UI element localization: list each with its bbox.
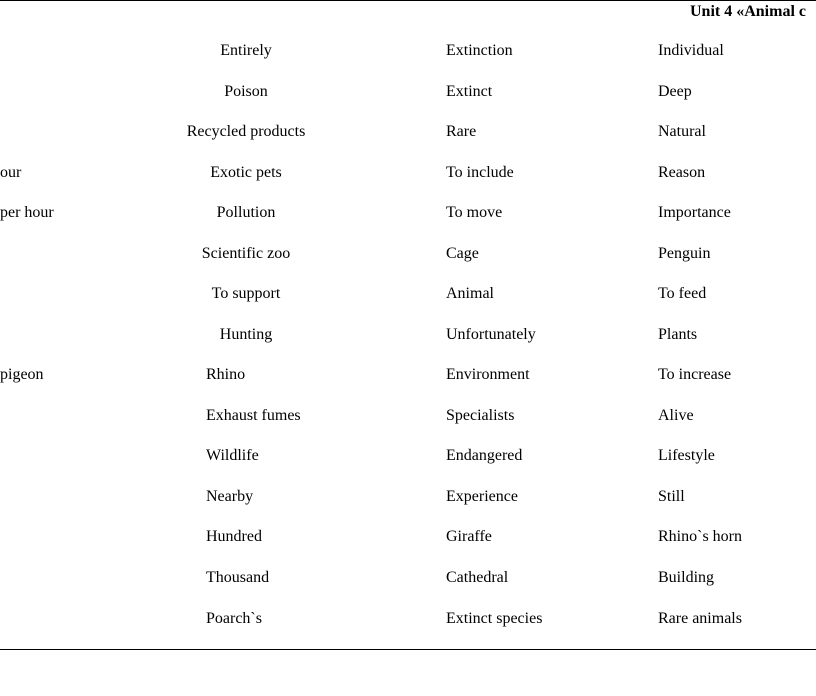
table-cell-col1: pigeon [0, 366, 44, 383]
table-cell-col2: Scientific zoo [201, 245, 291, 262]
table-cell-col3: Experience [446, 488, 518, 505]
table-cell-col1: per hour [0, 204, 54, 221]
table-cell-col4: Rhino`s horn [658, 528, 742, 545]
table-cell-col3: Animal [446, 285, 494, 302]
table-cell-col4: Individual [658, 42, 724, 59]
table-cell-col2: Poison [224, 83, 268, 100]
table-cell-col3: Extinction [446, 42, 513, 59]
table-cell-col2: Pollution [216, 204, 276, 221]
unit-header: Unit 4 «Animal c [690, 3, 806, 20]
table-cell-col2: Wildlife [206, 447, 259, 464]
table-cell-col3: Cage [446, 245, 479, 262]
table-cell-col3: Environment [446, 366, 530, 383]
bottom-divider [0, 649, 816, 650]
table-cell-col2: Recycled products [186, 123, 306, 140]
table-cell-col3: Endangered [446, 447, 523, 464]
table-cell-col3: Extinct [446, 83, 493, 100]
table-cell-col4: Alive [658, 407, 694, 424]
table-cell-col2: Exotic pets [210, 164, 282, 181]
table-cell-col4: Reason [658, 164, 706, 181]
table-cell-col4: Natural [658, 123, 706, 140]
table-cell-col4: Penguin [658, 245, 711, 262]
table-cell-col4: Plants [658, 326, 698, 343]
table-cell-col2: Entirely [220, 42, 272, 59]
table-cell-col2: Exhaust fumes [206, 407, 301, 424]
table-cell-col3: Extinct species [446, 610, 543, 627]
table-cell-col2: Thousand [206, 569, 270, 586]
table-cell-col3: To move [446, 204, 503, 221]
table-cell-col1: our [0, 164, 22, 181]
table-cell-col2: Hundred [206, 528, 262, 545]
table-cell-col4: Rare animals [658, 610, 742, 627]
table-cell-col4: Still [658, 488, 685, 505]
table-cell-col2: Nearby [206, 488, 254, 505]
table-cell-col3: Cathedral [446, 569, 509, 586]
table-cell-col4: Lifestyle [658, 447, 715, 464]
table-cell-col3: Specialists [446, 407, 515, 424]
table-cell-col2: Rhino [206, 366, 246, 383]
table-cell-col3: Unfortunately [446, 326, 536, 343]
table-cell-col2: Hunting [219, 326, 273, 343]
top-divider [0, 0, 816, 1]
table-cell-col3: Rare [446, 123, 477, 140]
table-cell-col4: Importance [658, 204, 731, 221]
table-cell-col2: To support [211, 285, 281, 302]
table-cell-col2: Poarch`s [206, 610, 262, 627]
table-cell-col4: Building [658, 569, 715, 586]
table-cell-col3: To include [446, 164, 514, 181]
table-cell-col3: Giraffe [446, 528, 492, 545]
table-cell-col4: To increase [658, 366, 732, 383]
table-cell-col4: Deep [658, 83, 692, 100]
table-cell-col4: To feed [658, 285, 707, 302]
